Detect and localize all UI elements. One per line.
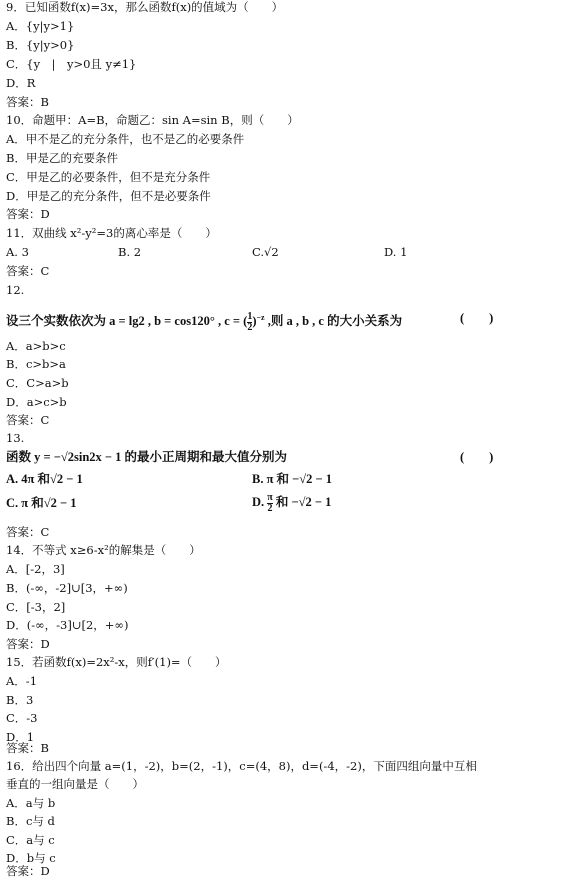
- q12-exponent: −z: [256, 313, 265, 322]
- q10-option-c: C．甲是乙的必要条件，但不是充分条件: [6, 170, 211, 184]
- q15-option-d: D．1: [6, 730, 35, 744]
- q10-option-a: A．甲不是乙的充分条件，也不是乙的必要条件: [6, 132, 245, 146]
- q13-option-b: B. π 和 −√2 − 1: [252, 472, 333, 486]
- q13-option-d-text: 和 −√2 − 1: [272, 495, 332, 509]
- q12-option-a: A．a>b>c: [6, 339, 66, 353]
- q16-option-b: B．c与 d: [6, 814, 55, 828]
- q15-option-c: C．-3: [6, 711, 38, 725]
- q10-option-d: D．甲是乙的充分条件，但不是必要条件: [6, 189, 211, 203]
- q13-optd-den: 2: [267, 502, 273, 514]
- q9-stem: 9．已知函数f(x)=3x，那么函数f(x)的值域为（ ）: [6, 0, 284, 14]
- q14-option-a: A．[-2，3]: [6, 562, 65, 576]
- q9-answer: 答案：B: [6, 95, 49, 109]
- q11-options: [6, 245, 566, 259]
- q9-option-b: B．{y|y>0}: [6, 38, 75, 52]
- q12-answer: 答案：C: [6, 413, 50, 427]
- q14-option-b: B．(-∞，-2]∪[3，+∞): [6, 581, 128, 595]
- q14-option-d: D．(-∞，-3]∪[2，+∞): [6, 618, 129, 632]
- q12-stem-text-b: ,则 a , b , c 的大小关系为: [264, 314, 403, 329]
- q10-answer: 答案：D: [6, 207, 50, 221]
- q13-optd-num: π: [267, 491, 273, 503]
- q12-option-c: C．C>a>b: [6, 376, 69, 390]
- q12-option-d: D．a>c>b: [6, 395, 67, 409]
- q13-option-c: C. π 和√2 − 1: [6, 496, 77, 510]
- q11-stem: 11．双曲线 x²-y²=3的离心率是（ ）: [6, 226, 217, 240]
- q12-fraction: [247, 312, 252, 333]
- q15-answer: 答案：B: [6, 741, 49, 755]
- q11-option-a: A. 3: [6, 245, 29, 259]
- q13-answer: 答案：C: [6, 525, 50, 539]
- q16-option-d: D．b与 c: [6, 851, 56, 865]
- q13-bracket: ( ): [460, 450, 494, 464]
- q10-stem: 10．命题甲：A=B，命题乙：sin A=sin B，则（ ）: [6, 113, 299, 127]
- q12-stem-text-a: 设三个实数依次为 a = lg2 , b = cos120° , c =: [6, 314, 244, 329]
- q12-bracket: ( ): [460, 311, 494, 325]
- q15-stem: 15．若函数f(x)=2x²-x，则f′(1)=（ ）: [6, 655, 227, 669]
- q16-stem-line1: 16．给出四个向量 a=(1，-2)，b=(2，-1)，c=(4，8)，d=(-4，-2)，下面四组向量中互相: [6, 759, 477, 773]
- q12-frac-den: 2: [247, 321, 253, 333]
- q16-option-a: A．a与 b: [6, 796, 56, 810]
- q9-option-d: D．R: [6, 76, 36, 90]
- q13-option-d-label: D.: [252, 495, 268, 509]
- q14-stem: 14．不等式 x≥6-x²的解集是（ ）: [6, 543, 201, 557]
- q16-answer: 答案：D: [6, 864, 50, 878]
- q14-answer: 答案：D: [6, 637, 50, 651]
- q10-option-b: B．甲是乙的充要条件: [6, 151, 118, 165]
- q16-stem-line2: 垂直的一组向量是（ ）: [6, 777, 144, 791]
- q9-option-a: A．{y|y>1}: [6, 19, 75, 33]
- q15-option-a: A．-1: [6, 674, 38, 688]
- q11-option-b: B. 2: [118, 245, 142, 259]
- q12-frac-num: 1: [247, 310, 253, 322]
- q12-option-b: B．c>b>a: [6, 357, 66, 371]
- q13-number: 13.: [6, 431, 25, 445]
- q11-option-c: C.√2: [252, 245, 279, 259]
- q13-option-a: A. 4π 和√2 − 1: [6, 472, 83, 486]
- q16-option-c: C．a与 c: [6, 833, 55, 847]
- q9-option-c: C．{y | y>0且 y≠1}: [6, 57, 137, 71]
- q15-option-b: B．3: [6, 693, 34, 707]
- q11-option-d: D. 1: [384, 245, 408, 259]
- q14-option-c: C．[-3，2]: [6, 600, 66, 614]
- q12-number: 12.: [6, 283, 25, 297]
- q12-stem: 设三个实数依次为 a = lg2 , b = cos120° , c = ( $\frac{1}{2}$ )$^{-z}$ ,则 a , b , c 的大小关系为: [6, 310, 403, 333]
- q11-answer: 答案：C: [6, 264, 50, 278]
- q13-option-d: [252, 490, 331, 514]
- q13-stem: 函数 y = −√2sin2x − 1 的最小正周期和最大值分别为: [6, 450, 288, 464]
